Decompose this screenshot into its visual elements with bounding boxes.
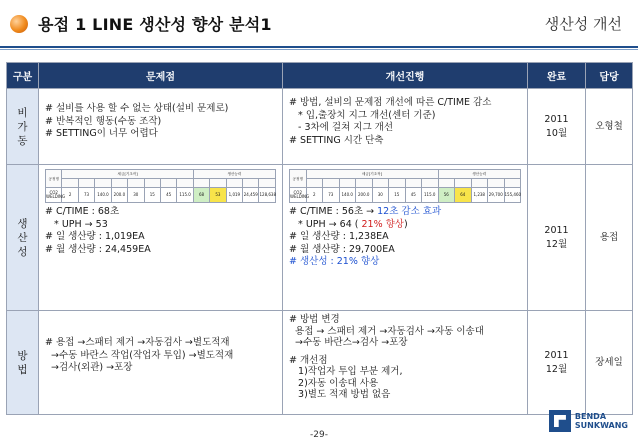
ctime-prefix: # C/TIME : 56초 → (289, 206, 378, 217)
title-bar (0, 0, 638, 52)
logo-line: BENDA (574, 412, 607, 421)
progress-line: # 방법, 설비의 문제점 개선에 따른 C/TIME 감소 (289, 97, 492, 108)
problem-cell (39, 89, 283, 165)
logo-mark-icon (549, 410, 571, 432)
owner-cell: 오형철 (586, 89, 633, 165)
progress-line: # SETTING 시간 단축 (289, 134, 384, 146)
mini-cell: 29,700 (488, 188, 505, 203)
col-header-problem: 문제점 (39, 63, 283, 89)
mini-cell: 45 (405, 188, 422, 203)
mini-cell: 200.0 (356, 188, 373, 203)
progress-line: # 일 생산량 : 1,238EA (289, 231, 389, 242)
owner-cell: 장세일 (586, 311, 633, 415)
problem-line: * UPH → 53 (45, 218, 108, 230)
category-char: 성 (17, 245, 28, 258)
col-header-done: 완료 (528, 63, 586, 89)
done-year: 2011 (544, 224, 569, 236)
mini-cell: 15 (144, 188, 160, 203)
owner-cell: 용접 (586, 165, 633, 311)
mini-cell: 115.0 (422, 188, 439, 203)
uph-line (289, 219, 521, 232)
mini-cell: 68 (193, 188, 209, 203)
category-char: 비 (17, 106, 28, 119)
problem-line: →검사(외관) →포장 (45, 362, 133, 373)
mini-cell: 200.0 (111, 188, 127, 203)
capacity-table (289, 169, 521, 203)
category-cell (7, 311, 39, 415)
page-number: -29- (310, 430, 328, 440)
page-title: 용접 1 LINE 생산성 향상 분석1 (38, 15, 272, 34)
progress-cell (283, 311, 528, 415)
problem-line: # 일 생산량 : 1,019EA (45, 231, 145, 242)
mini-row-label: 공정명 (290, 170, 307, 188)
problem-line: # 반복적인 행동(수동 조작) (45, 115, 162, 127)
mini-cell: CO2 WELDING (290, 188, 307, 203)
table-row (7, 89, 633, 165)
table-row (7, 165, 633, 311)
problem-line: →수동 바란스 작업(작업자 투입) →별도적재 (45, 349, 234, 361)
mini-cell: 140.0 (95, 188, 111, 203)
mini-cell: 2 (306, 188, 323, 203)
col-header-progress: 개선진행 (283, 63, 528, 89)
logo-text (575, 412, 628, 430)
bullet-icon (10, 15, 28, 33)
improvement-table (6, 62, 633, 415)
problem-cell (39, 165, 283, 311)
progress-line: 3)별도 적재 방법 없음 (289, 389, 391, 400)
ctime-effect: 12초 감소 효과 (377, 206, 442, 217)
mini-data-row (290, 188, 521, 203)
mini-cell: 73 (78, 188, 94, 203)
mini-data-row (46, 188, 276, 203)
mini-cell: 45 (160, 188, 176, 203)
progress-line: 1)작업자 투입 부분 제거, (289, 366, 403, 377)
category-char: 법 (17, 363, 28, 376)
progress-line: # 월 생산량 : 29,700EA (289, 243, 395, 255)
logo-line: SUNKWANG (574, 421, 628, 430)
mini-row-label: 공정명 (46, 170, 62, 188)
progress-cell (283, 89, 528, 165)
mini-cell: 15 (389, 188, 406, 203)
done-cell (528, 311, 586, 415)
mini-cell: 2 (62, 188, 78, 203)
mini-subtitle: 생산능력 (438, 170, 521, 179)
category-cell (7, 89, 39, 165)
problem-line: # 월 생산량 : 24,459EA (45, 243, 151, 255)
progress-line: # 방법 변경 (289, 314, 340, 325)
table-row (7, 311, 633, 415)
mini-cell: 115.0 (177, 188, 193, 203)
mini-cell: CO2 WELDING (46, 188, 62, 203)
mini-cell: 24,459 (243, 188, 259, 203)
problem-line: # C/TIME : 68초 (45, 206, 120, 217)
table-header-row (7, 63, 633, 89)
mini-cell: 30 (372, 188, 389, 203)
mini-cell: 64 (455, 188, 472, 203)
category-char: 동 (17, 134, 28, 147)
problem-line: # 설비를 사용 할 수 없는 상태(설비 문제로) (45, 103, 229, 114)
problem-line: # SETTING이 너무 어렵다 (45, 128, 158, 139)
capacity-table (45, 169, 276, 203)
category-char: 생 (17, 217, 28, 230)
productivity-result: # 생산성 : 21% 향상 (289, 256, 380, 267)
mini-cell: 73 (323, 188, 340, 203)
progress-line: 용접 → 스패터 제거 →자동검사 →자동 이송대 (289, 325, 484, 337)
company-logo (549, 410, 628, 432)
mini-cell: 155,460 (504, 188, 521, 203)
progress-line: 2)자동 이송대 사용 (289, 377, 379, 389)
mini-cell: 1,019 (226, 188, 242, 203)
mini-subtitle: 생산능력 (193, 170, 275, 179)
title-divider-thin (0, 49, 638, 50)
uph-suffix: ) (404, 218, 408, 230)
progress-cell (283, 165, 528, 311)
mini-cell: 1,238 (471, 188, 488, 203)
mini-cell: 53 (210, 188, 226, 203)
done-year: 2011 (544, 113, 569, 125)
category-char: 방 (17, 349, 28, 362)
done-cell (528, 89, 586, 165)
mini-title: 세금[기초작] (62, 170, 193, 179)
col-header-owner: 담당 (586, 63, 633, 89)
uph-prefix: * UPH → 64 ( (289, 218, 362, 230)
done-cell (528, 165, 586, 311)
mini-cell: 128,638 (259, 188, 276, 203)
category-char: 가 (17, 120, 28, 133)
ctime-line (289, 206, 521, 219)
title-divider (0, 46, 638, 48)
category-cell (7, 165, 39, 311)
done-month: 12월 (545, 363, 568, 375)
category-char: 산 (17, 231, 28, 244)
section-title: 생산성 개선 (544, 15, 622, 33)
progress-line: →수동 바란스→검사 →포장 (289, 337, 408, 348)
mini-cell: 30 (128, 188, 144, 203)
uph-effect: 21% 향상 (361, 218, 404, 230)
col-header-category: 구분 (7, 63, 39, 89)
mini-cell: 56 (438, 188, 455, 203)
progress-line: # 개선점 (289, 354, 328, 366)
progress-line: - 3차에 걸쳐 지그 개선 (289, 122, 394, 133)
done-year: 2011 (544, 349, 569, 361)
done-month: 12월 (545, 238, 568, 250)
problem-line: # 용접 →스패터 제거 →자동검사 →별도적재 (45, 337, 230, 348)
mini-title: 세금[기초작] (306, 170, 438, 179)
problem-cell (39, 311, 283, 415)
mini-cell: 140.0 (339, 188, 356, 203)
progress-line: * 입,출장치 지그 개선(센터 기준) (289, 109, 436, 121)
done-month: 10월 (545, 127, 568, 139)
